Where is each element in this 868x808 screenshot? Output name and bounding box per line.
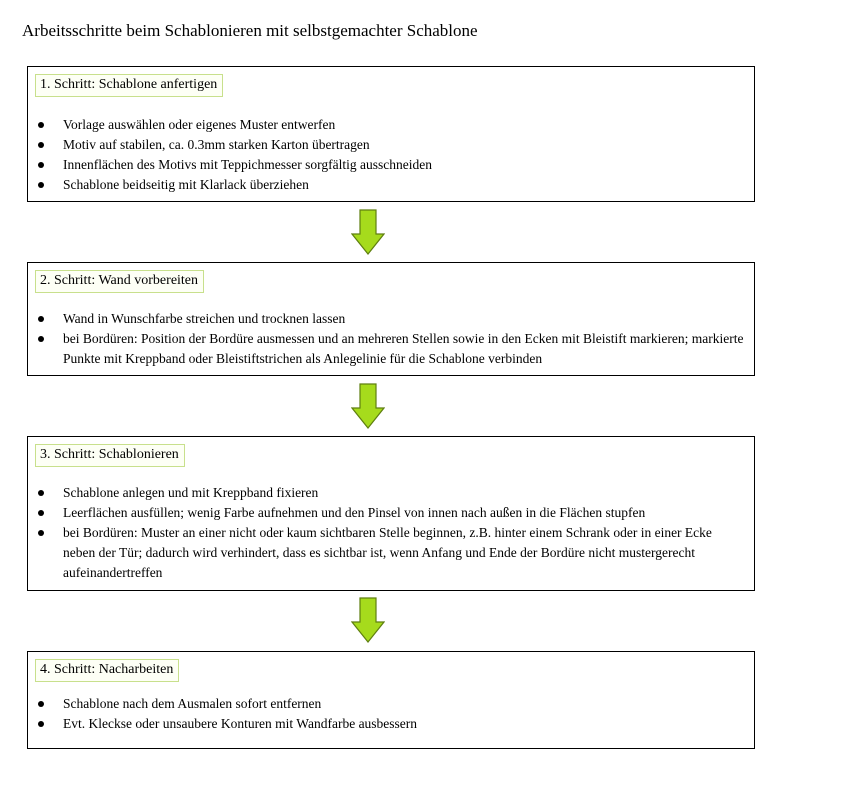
- step-1-list: [28, 115, 744, 195]
- list-item-text: Schablone anlegen und mit Kreppband fixieren: [63, 485, 319, 500]
- step-4-list: [28, 694, 744, 734]
- list-item: [28, 329, 744, 369]
- down-arrow-icon: [351, 383, 385, 429]
- step-1-box: [27, 66, 755, 202]
- list-item: [28, 503, 744, 523]
- list-item-text: Leerflächen ausfüllen; wenig Farbe aufnehmen und den Pinsel von innen nach außen in die Flächen stupfen: [63, 505, 646, 520]
- step-4-heading: 4. Schritt: Nacharbeiten: [35, 659, 179, 682]
- bullet-icon: [38, 316, 44, 322]
- list-item: [28, 115, 744, 135]
- list-item-text: Innenflächen des Motivs mit Teppichmesser sorgfältig ausschneiden: [63, 157, 432, 172]
- bullet-icon: [38, 336, 44, 342]
- step-3-list: [28, 483, 744, 583]
- list-item: [28, 714, 744, 734]
- bullet-icon: [38, 490, 44, 496]
- list-item: [28, 483, 744, 503]
- list-item-text: Evt. Kleckse oder unsaubere Konturen mit Wandfarbe ausbessern: [63, 716, 418, 731]
- list-item-text: Wand in Wunschfarbe streichen und trocknen lassen: [63, 311, 346, 326]
- bullet-icon: [38, 122, 44, 128]
- list-item: [28, 135, 744, 155]
- step-2-list: [28, 309, 744, 369]
- step-2-heading: 2. Schritt: Wand vorbereiten: [35, 270, 204, 293]
- list-item-text: bei Bordüren: Muster an einer nicht oder kaum sichtbaren Stelle beginnen, z.B. hinter einem Schrank oder in einer Ecke neben der Tür; dadurch wird verhindert, dass es sichtbar ist, wenn Anfang und Ende der Bordüre nicht mustergerecht aufeinandertreffen: [63, 525, 712, 580]
- step-3-box: [27, 436, 755, 591]
- bullet-icon: [38, 721, 44, 727]
- arrow-shape: [352, 210, 384, 254]
- down-arrow-icon: [351, 209, 385, 255]
- arrow-shape: [352, 598, 384, 642]
- bullet-icon: [38, 182, 44, 188]
- list-item: [28, 523, 744, 583]
- list-item-text: Schablone nach dem Ausmalen sofort entfernen: [63, 696, 322, 711]
- arrow-shape: [352, 384, 384, 428]
- list-item: [28, 694, 744, 714]
- bullet-icon: [38, 530, 44, 536]
- list-item: [28, 309, 744, 329]
- list-item-text: Motiv auf stabilen, ca. 0.3mm starken Karton übertragen: [63, 137, 370, 152]
- bullet-icon: [38, 162, 44, 168]
- list-item-text: bei Bordüren: Position der Bordüre ausmessen und an mehreren Stellen sowie in den Ecken mit Bleistift markieren; markierte Punkte mit Kreppband oder Bleistiftstrichen als Anlegelinie für die Schablone verbinden: [63, 331, 744, 366]
- bullet-icon: [38, 701, 44, 707]
- step-2-box: [27, 262, 755, 376]
- step-1-heading: 1. Schritt: Schablone anfertigen: [35, 74, 223, 97]
- list-item-text: Schablone beidseitig mit Klarlack überziehen: [63, 177, 309, 192]
- list-item-text: Vorlage auswählen oder eigenes Muster entwerfen: [63, 117, 336, 132]
- list-item: [28, 175, 744, 195]
- step-4-box: [27, 651, 755, 749]
- bullet-icon: [38, 510, 44, 516]
- list-item: [28, 155, 744, 175]
- down-arrow-icon: [351, 597, 385, 643]
- step-3-heading: 3. Schritt: Schablonieren: [35, 444, 185, 467]
- bullet-icon: [38, 142, 44, 148]
- page-title: Arbeitsschritte beim Schablonieren mit selbstgemachter Schablone: [22, 21, 478, 40]
